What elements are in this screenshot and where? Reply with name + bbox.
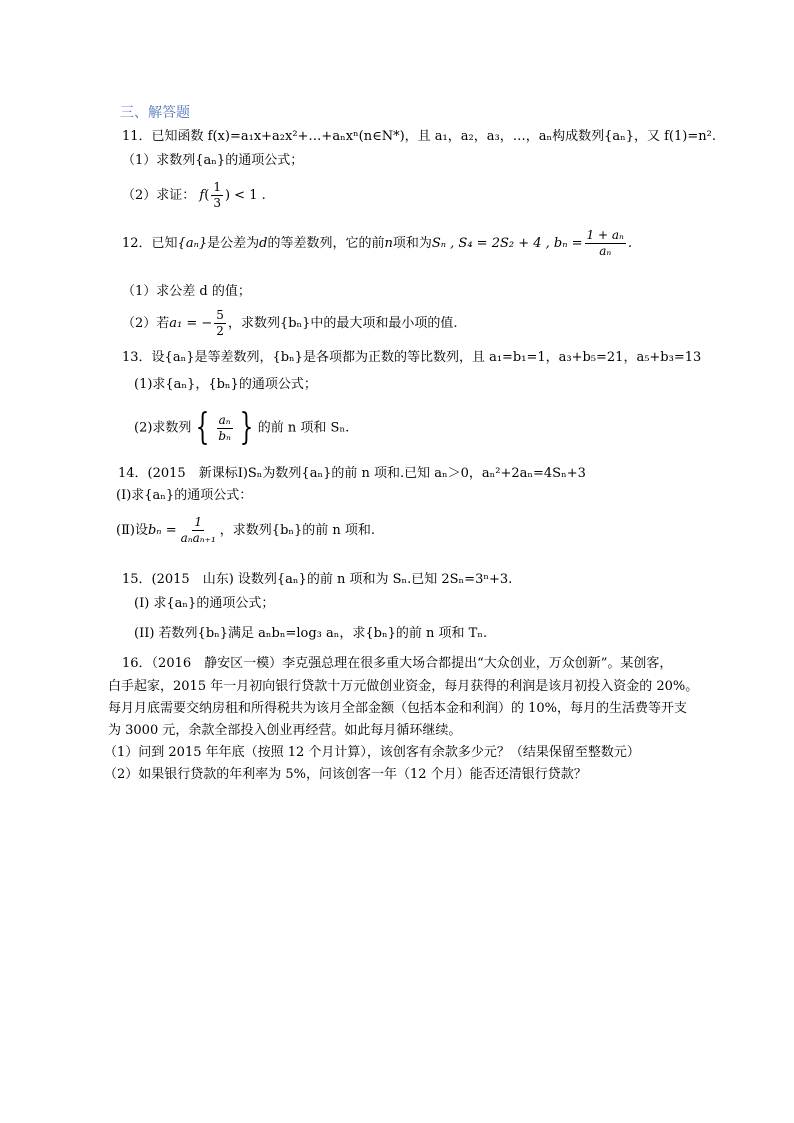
q13-part2 [134, 407, 350, 448]
q12-stem-e: 项和为 [392, 236, 432, 251]
q13-part2-a: (2)求数列 [134, 420, 192, 436]
q12-a1: a₁ = − [169, 316, 213, 331]
q14-frac-num: 1 [194, 515, 203, 529]
q11-part2-prefix: （2）求证： [122, 188, 196, 203]
q16-line1: 16．（2016 静安区一模）李克强总理在很多重大场合都提出“大众创业，万众创新”。某创客， [122, 656, 673, 671]
q11-part1: （1）求数列{aₙ}的通项公式； [122, 153, 304, 168]
q16-line2: 白手起家，2015 年一月初向银行贷款十万元做创业资金，每月获得的利润是该月初投入资金的 20%。 [108, 679, 699, 694]
q13-frac-den: bₙ [218, 428, 231, 443]
q16-line3: 每月月底需要交纳房租和所得税共为该月全部金额（包括本金和利润）的 10%，每月的生活费等开支 [108, 701, 688, 716]
q11-fraction [211, 180, 223, 211]
q12-a1-num: 5 [216, 308, 224, 322]
q11-part2-suffix: < 1 . [234, 188, 266, 203]
q15-stem: 15．(2015 山东) 设数列{aₙ}的前 n 项和为 Sₙ.已知 2Sₙ=3ⁿ+3. [122, 572, 513, 587]
q12-part2-b: ，求数列{bₙ}中的最大项和最小项的值. [227, 316, 458, 331]
q14-bn: bₙ = [147, 523, 177, 538]
q12-stem-c: 的等差数列，它的前 [267, 236, 385, 251]
section-title: 三、解答题 [120, 105, 190, 121]
q11-frac-num: 1 [213, 180, 221, 194]
q14-frac-den: aₙaₙ₊₁ [180, 531, 216, 545]
q14-part2-b: ，求数列{bₙ}的前 n 项和. [219, 523, 376, 538]
q14-stem: 14．(2015 新课标Ⅰ)Sₙ为数列{aₙ}的前 n 项和.已知 aₙ＞0，aₙ²+2aₙ=4Sₙ+3 [118, 466, 586, 481]
q14-fraction [179, 515, 218, 546]
q12-d: d [259, 236, 268, 251]
q13-frac-num: aₙ [218, 412, 231, 427]
q12-stem-a: 12．已知 [122, 236, 178, 251]
q12-part2-a: （2）若 [122, 316, 170, 331]
q12-part2 [122, 306, 458, 342]
q13-fraction [216, 413, 233, 444]
q11-part2: （2）求证： f( $\frac{1}{3}$ ) < 1 . [122, 180, 266, 210]
q11-stem: 11．已知函数 f(x)=a₁x+a₂x²+…+aₙxⁿ(n∈N*)，且 a₁，a₂，a₃，…，aₙ构成数列{aₙ}，又 f(1)=n². [122, 129, 716, 144]
q12-frac-den: aₙ [599, 244, 612, 258]
q13-stem: 13．设{aₙ}是等差数列，{bₙ}是各项都为正数的等比数列，且 a₁=b₁=1，a₃+b₅=21，a₅+b₃=13 [122, 350, 702, 365]
q14-part1: (Ⅰ)求{aₙ}的通项公式： [116, 488, 253, 503]
q14-part2-a: (Ⅱ)设 [116, 523, 148, 538]
q12-stem-f: Sₙ , S₄ = 2S₂ + 4 , bₙ = [431, 236, 583, 251]
q13-braced-seq [191, 407, 257, 448]
q12-a1-fraction [214, 308, 226, 339]
q12-n: n [384, 236, 393, 251]
q16-part1: （1）问到 2015 年年底（按照 12 个月计算），该创客有余款多少元？（结果保留至整数元） [104, 745, 640, 760]
q13-right-brace: } [239, 407, 254, 448]
q12-part1: （1）求公差 d 的值； [122, 284, 251, 299]
q12-end: . [627, 236, 633, 251]
q15-part1: (I) 求{aₙ}的通项公式； [134, 596, 275, 611]
q13-left-brace: { [196, 407, 210, 448]
q11-f: f [199, 188, 205, 203]
q13-part2-b: 的前 n 项和 Sₙ. [257, 420, 350, 436]
q12-stem-b: 是公差为 [207, 236, 260, 251]
q16-line4: 为 3000 元，余款全部投入创业再经营。如此每月循环继续。 [108, 723, 462, 738]
q12-frac-num: 1 + aₙ [586, 228, 624, 242]
q13-part1: (1)求{aₙ}，{bₙ}的通项公式； [134, 377, 317, 392]
q12-stem [122, 226, 632, 262]
q11-frac-den: 3 [213, 196, 221, 210]
q12-fraction [585, 228, 626, 259]
q12-seq: {aₙ} [177, 236, 208, 251]
q15-part2: (II) 若数列{bₙ}满足 aₙbₙ=log₃ aₙ，求{bₙ}的前 n 项和 Tₙ. [134, 626, 488, 641]
q16-part2: （2）如果银行贷款的年利率为 5%，问该创客一年（12 个月）能否还清银行贷款？ [104, 767, 587, 782]
q12-a1-den: 2 [216, 324, 224, 338]
q14-part2 [116, 513, 375, 549]
